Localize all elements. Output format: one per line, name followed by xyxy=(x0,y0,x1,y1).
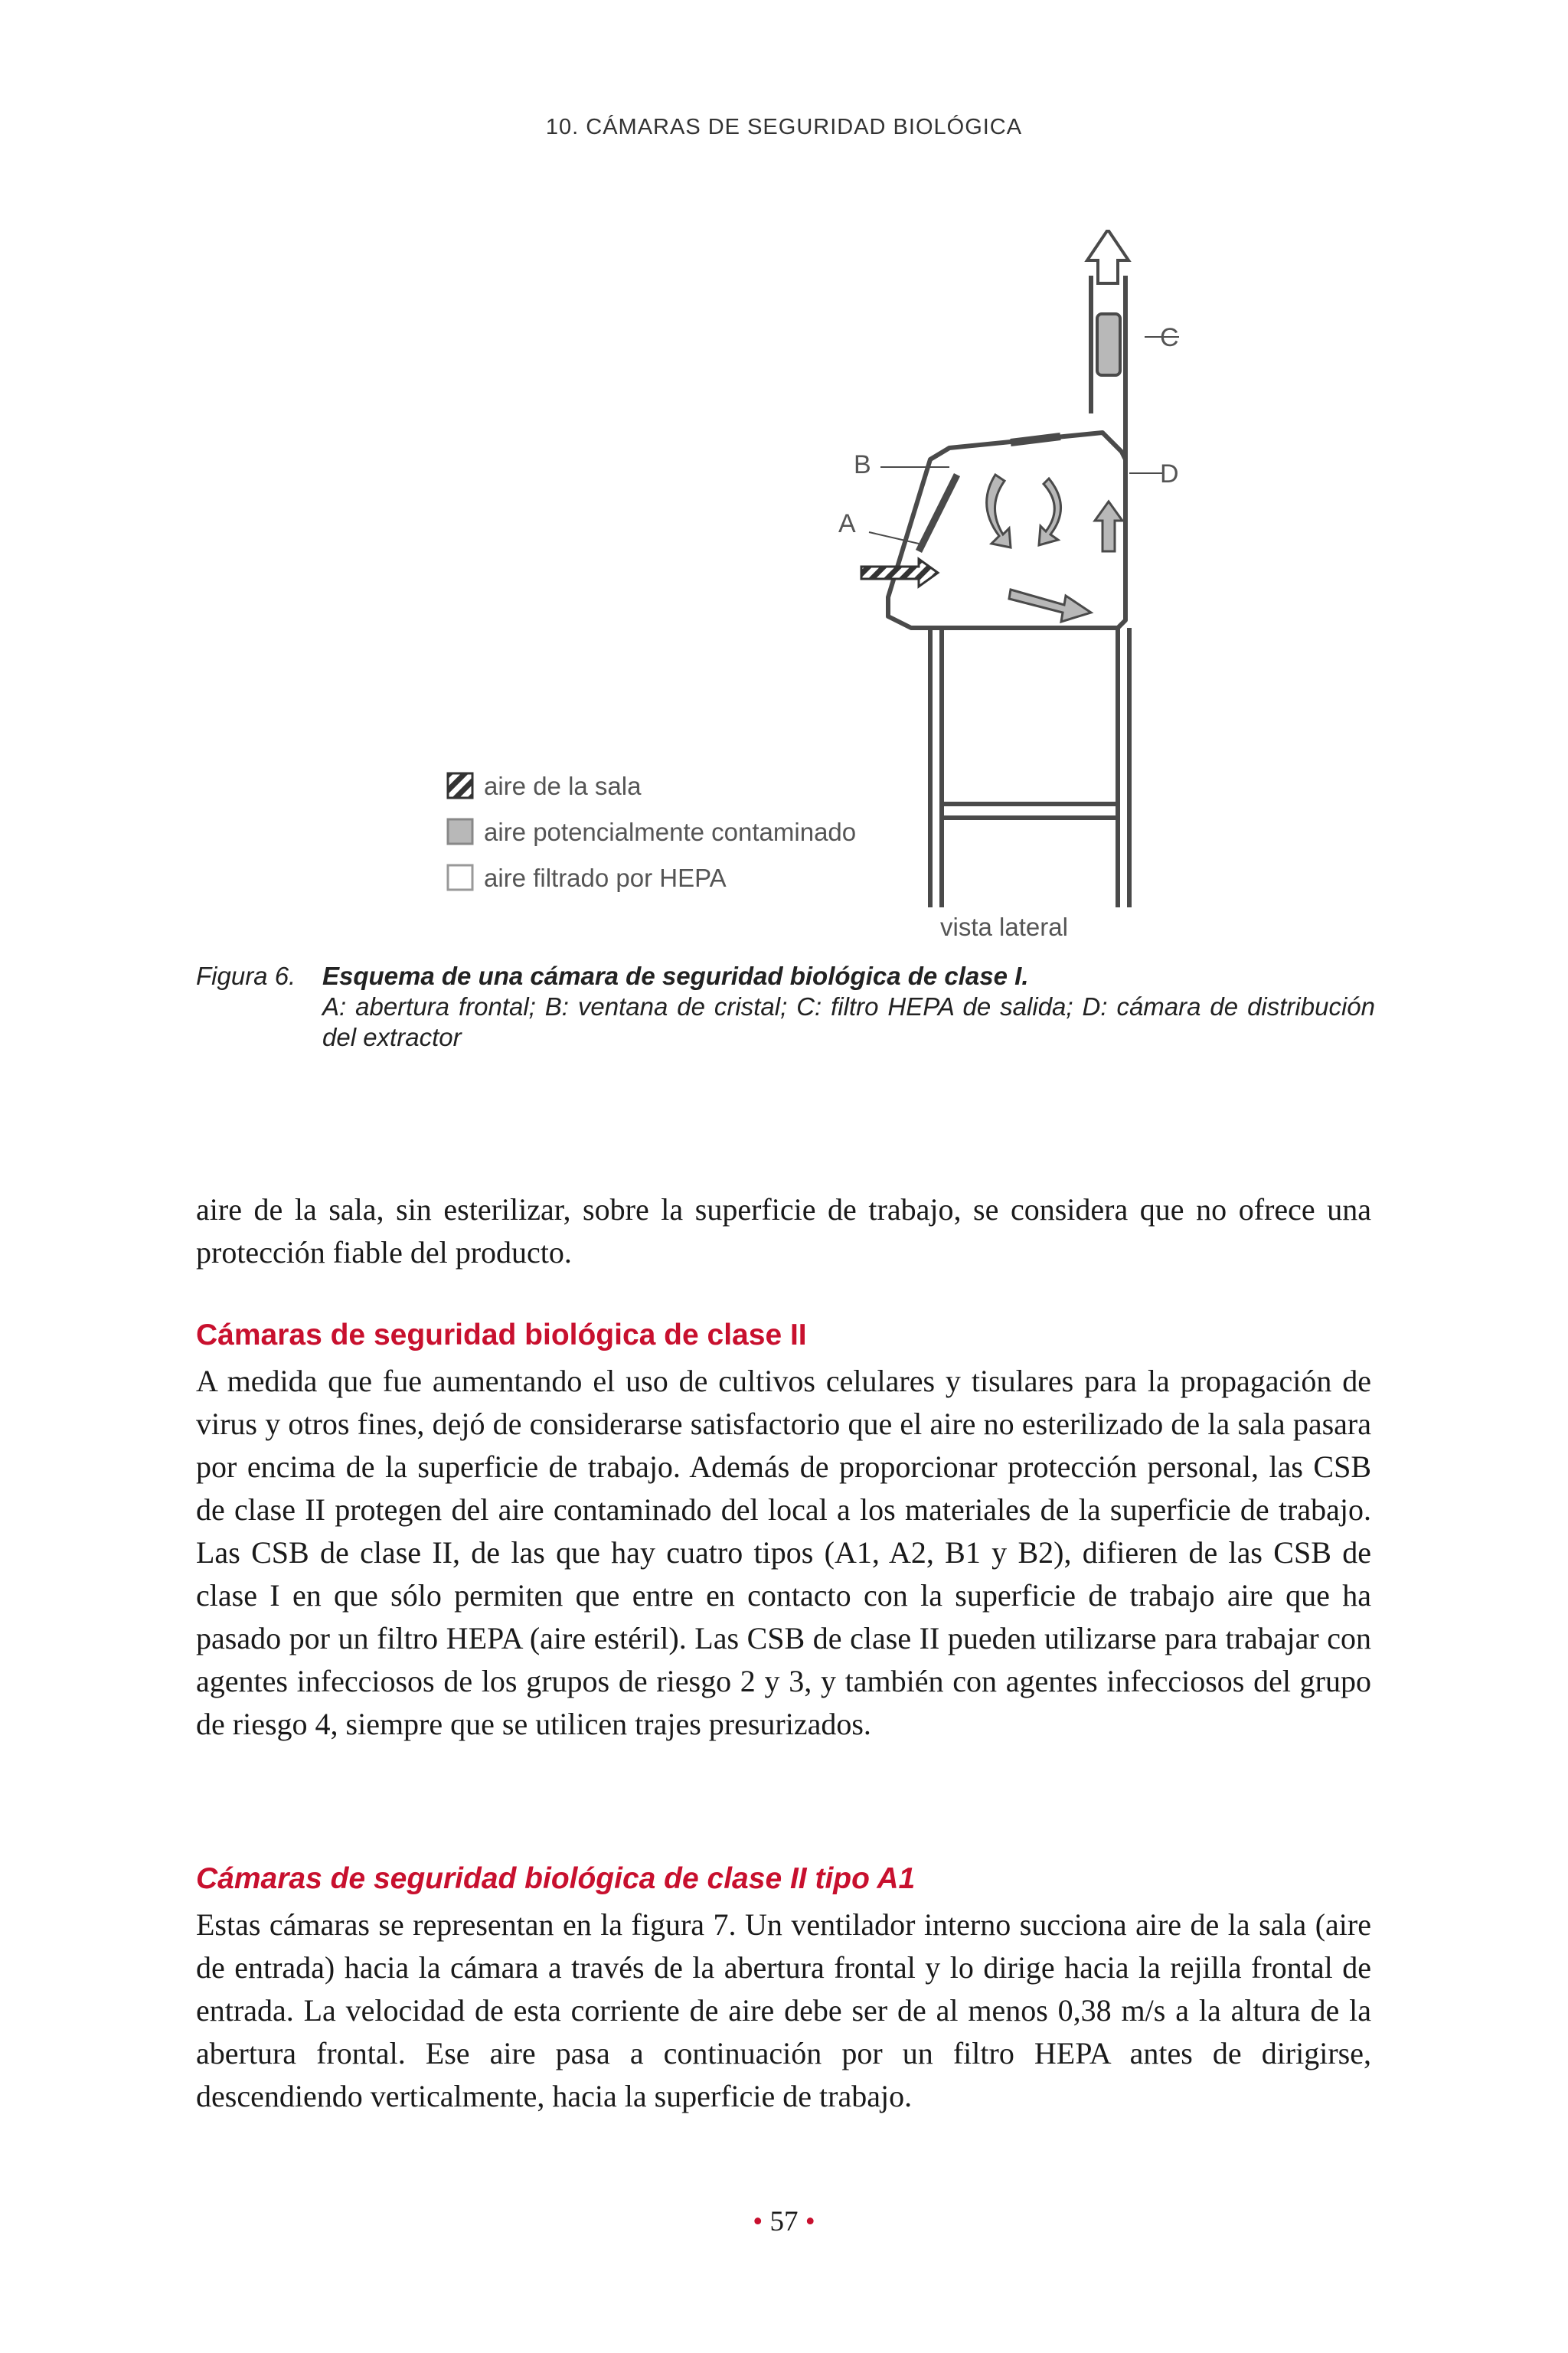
figure-caption xyxy=(196,961,1375,1053)
paragraph-class-ii-a1 xyxy=(196,1904,1371,2118)
view-label: vista lateral xyxy=(940,913,1068,941)
label-b: B xyxy=(854,450,871,479)
figure-number: Figura 6. xyxy=(196,962,296,990)
label-a: A xyxy=(838,509,856,538)
cabinet-diagram xyxy=(429,230,1179,957)
paragraph-a1-text: Estas cámaras se representan en la figura 7. Un ventilador interno succiona aire de la sala (aire de entrada) hacia la cámara a través de la abertura frontal y lo dirige hacia la rejilla frontal de entrada. La velocidad de esta corriente de aire debe ser de al menos 0,38 m/s a la altura de la abertura frontal. Ese aire pasa a continuación por un filtro HEPA antes de dirigirse, descendiendo verticalmente, hacia la superficie de trabajo. xyxy=(196,1907,1371,2113)
legend-swatch-room-air xyxy=(448,773,472,798)
cabinet-legs xyxy=(930,628,1129,907)
page-number: • 57 • xyxy=(753,2206,815,2237)
legend-contaminated: aire potencialmente contaminado xyxy=(484,818,857,846)
label-d: D xyxy=(1160,459,1179,489)
hepa-filter xyxy=(1097,314,1120,375)
paragraph-intro xyxy=(196,1188,1371,1274)
figure-biosafety-cabinet-class-i xyxy=(429,230,1179,957)
legend-hepa: aire filtrado por HEPA xyxy=(484,864,727,892)
page-number-value: 57 xyxy=(769,2206,799,2237)
paragraph-class-ii xyxy=(196,1360,1371,1746)
legend-room-air: aire de la sala xyxy=(484,772,642,800)
figure-title: Esquema de una cámara de seguridad biológica de clase I. xyxy=(322,962,1029,990)
running-head: 10. CÁMARAS DE SEGURIDAD BIOLÓGICA xyxy=(545,115,1023,139)
heading-class-ii-a1: Cámaras de seguridad biológica de clase II tipo A1 xyxy=(196,1862,916,1895)
exhaust-arrow xyxy=(1087,230,1129,283)
paragraph-intro-text: aire de la sala, sin esterilizar, sobre la superficie de trabajo, se considera que no ofrece una protección fiable del producto. xyxy=(196,1192,1371,1270)
heading-class-ii: Cámaras de seguridad biológica de clase II xyxy=(196,1319,807,1351)
paragraph-class-ii-text: A medida que fue aumentando el uso de cultivos celulares y tisulares para la propagación de virus y otros fines, dejó de considerarse satisfactorio que el aire no esterilizado de la sala pasara por encima de la superficie de trabajo. Además de proporcionar protección personal, las CSB de clase II protegen del aire contaminado del local a los materiales de la superficie de trabajo. Las CSB de clase II, de las que hay cuatro tipos (A1, A2, B1 y B2), difieren de las CSB de clase I en que sólo permiten que entre en contacto con la superficie de trabajo aire que ha pasado por un filtro HEPA (aire estéril). Las CSB de clase II pueden utilizarse para trabajar con agentes infecciosos de los grupos de riesgo 2 y 3, y también con agentes infecciosos del grupo de riesgo 4, siempre que se utilicen trajes presurizados. xyxy=(196,1364,1371,1741)
label-c: C xyxy=(1160,323,1179,352)
legend-swatch-contaminated xyxy=(448,819,472,844)
legend-swatch-hepa xyxy=(448,865,472,890)
figure-description: A: abertura frontal; B: ventana de cristal; C: filtro HEPA de salida; D: cámara de distribución del extractor xyxy=(322,992,1375,1051)
